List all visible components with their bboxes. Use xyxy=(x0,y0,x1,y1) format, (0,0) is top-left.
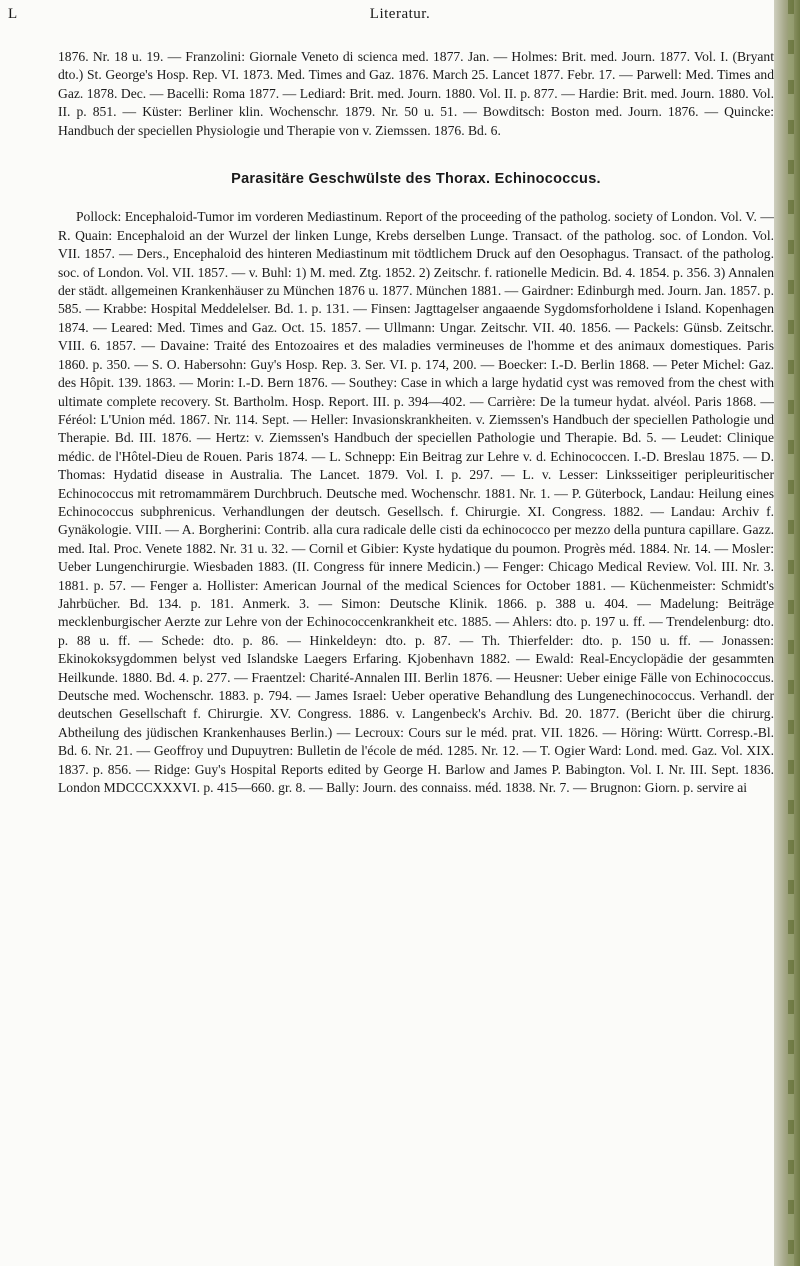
running-head: Literatur. xyxy=(369,6,431,22)
page-edge-shadow xyxy=(774,0,800,1266)
bibliography-paragraph-main: Pollock: Encephaloid-Tumor im vorderen Mediastinum. Report of the proceeding of the patholog. society of London. Vol. V. — R. Quain: Encephaloid an der Wurzel der linken Lunge, Krebs derselben Lunge. Transact. of the patholog. soc. of London. Vol. VII. 1857. — Ders., Encephaloid des hinteren Mediastinum mit tödtlichem Druck auf den Oesophagus. Transact. of the patholog. soc. of London. Vol. VII. 1857. — v. Buhl: 1) M. med. Ztg. 1852. 2) Zeitschr. f. rationelle Medicin. Bd. 4. 1854. p. 356. 3) Annalen der städt. allgemeinen Krankenhäuser zu München 1876 u. 1877. München 1881. — Gairdner: Edinburgh med. Journ. Jan. 1857. p. 585. — Krabbe: Hospital Meddelelser. Bd. 1. p. 131. — Finsen: Jagttagelser angaaende Sygdomsforholdene i Island. Kopenhagen 1874. — Leared: Med. Times and Gaz. Oct. 15. 1857. — Ullmann: Ungar. Zeitschr. VII. 40. 1856. — Packels: Günsb. Zeitschr. VIII. 6. 1857. — Davaine: Traité des Entozoaires et des maladies vermineuses de l'homme et des animaux domestiques. Paris 1860. p. 350. — S. O. Habersohn: Guy's Hosp. Rep. 3. Ser. VI. p. 174, 200. — Boecker: I.-D. Berlin 1868. — Peter Michel: Gaz. des Hôpit. 139. 1863. — Morin: I.-D. Bern 1876. — Southey: Case in which a large hydatid cyst was removed from the chest with ultimate complete recovery. St. Bartholm. Hosp. Report. III. p. 394—402. — Carrière: De la tumeur hydat. alvéol. Paris 1868. — Féréol: L'Union méd. 1867. Nr. 114. Sept. — Heller: Invasionskrankheiten. v. Ziemssen's Handbuch der speciellen Pathologie und Therapie. Bd. III. 1876. — Hertz: v. Ziemssen's Handbuch der speciellen Pathologie und Therapie. Bd. 5. — Leudet: Clinique médic. de l'Hôtel-Dieu de Rouen. Paris 1874. — L. Schnepp: Ein Beitrag zur Lehre v. d. Echinococcen. I.-D. Breslau 1875. — D. Thomas: Hydatid disease in Australia. The Lancet. 1879. Vol. I. p. 297. — L. v. Lesser: Linksseitiger peripleuritischer Echinococcus mit retromammärem Durchbruch. Deutsche med. Wochenschr. 1881. Nr. 1. — P. Güterbock, Landau: Heilung eines Echinococcus subphrenicus. Verhandlungen der deutsch. Gesellsch. f. Chirurgie. XI. Congress. 1882. — Landau: Archiv f. Gynäkologie. VIII. — A. Borgherini: Contrib. alla cura radicale delle cisti da echinococco per mezzo della puntura capillare. Gazz. med. Ital. Proc. Venete 1882. Nr. 31 u. 32. — Cornil et Gibier: Kyste hydatique du poumon. Progrès méd. 1884. Nr. 14. — Mosler: Ueber Lungenchirurgie. Wiesbaden 1883. (II. Congress für innere Medicin.) — Fenger: Chicago Medical Review. Vol. III. Nr. 3. 1881. p. 57. — Fenger a. Hollister: American Journal of the medical Sciences for October 1881. — Küchenmeister: Schmidt's Jahrbücher. Bd. 134. p. 181. Anmerk. 3. — Simon: Deutsche Klinik. 1866. p. 388 u. 404. — Madelung: Beiträge mecklenburgischer Aerzte zur Lehre von der Echinococcenkrankheit etc. 1885. — Ahlers: dto. p. 197 u. ff. — Trendelenburg: dto. p. 88 u. ff. — Schede: dto. p. 86. — Hinkeldeyn: dto. p. 87. — Th. Thierfelder: dto. p. 150 u. ff. — Jonassen: Ekinokoksygdommen belyst ved Islandske Laegers Erfaring. Kjobenhavn 1882. — Ewald: Real-Encyclopädie der gesammten Heilkunde. 1880. Bd. 4. p. 277. — Fraentzel: Charité-Annalen III. Berlin 1876. — Heusner: Ueber einige Fälle von Echinococcus. Deutsche med. Wochenschr. 1883. p. 794. — James Israel: Ueber operative Behandlung des Lungenechinococcus. Verhandl. der deutschen Gesellschaft f. Chirurgie. XV. Congress. 1886. v. Langenbeck's Archiv. Bd. 20. 1877. (Bericht über die chirurg. Abtheilung des jüdischen Krankenhauses Berlin.) — Lecroux: Cours sur le méd. prat. VII. 1826. — Höring: Württ. Corresp.-Bl. Bd. 6. Nr. 21. — Geoffroy und Dupuytren: Bulletin de l'école de méd. 1285. Nr. 12. — T. Ogier Ward: Lond. med. Gaz. Vol. XIX. 1837. p. 856. — Ridge: Guy's Hospital Reports edited by George H. Barlow and James P. Babington. Vol. I. Nr. III. Sept. 1836. London MDCCCXXXVI. p. 415—660. gr. 8. — Bally: Journ. des connaiss. méd. 1838. Nr. 7. — Brugnon: Giorn. p. servire ai xyxy=(58,209,774,796)
page-edge-streak xyxy=(788,0,794,1266)
bibliography-paragraph-top: 1876. Nr. 18 u. 19. — Franzolini: Giornale Veneto di scienca med. 1877. Jan. — Holmes: Brit. med. Journ. 1877. Vol. I. (Bryant dto.) St. George's Hosp. Rep. VI. 1873. Med. Times and Gaz. 1876. March 25. Lancet 1877. Febr. 17. — Parwell: Med. Times and Gaz. 1878. Dec. — Bacelli: Roma 1877. — Lediard: Brit. med. Journ. 1880. Vol. II. p. 877. — Hardie: Brit. med. Journ. 1880. Vol. II. p. 851. — Küster: Berliner klin. Wochenschr. 1879. Nr. 50 u. 51. — Bowditsch: Boston med. Journ. 1876. — Quincke: Handbuch der speciellen Physiologie und Therapie von v. Ziemssen. 1876. Bd. 6. xyxy=(58,49,774,138)
page-letter: L xyxy=(8,6,18,22)
page-content xyxy=(58,48,774,797)
section-heading: Parasitäre Geschwülste des Thorax. Echinococcus. xyxy=(231,171,601,188)
